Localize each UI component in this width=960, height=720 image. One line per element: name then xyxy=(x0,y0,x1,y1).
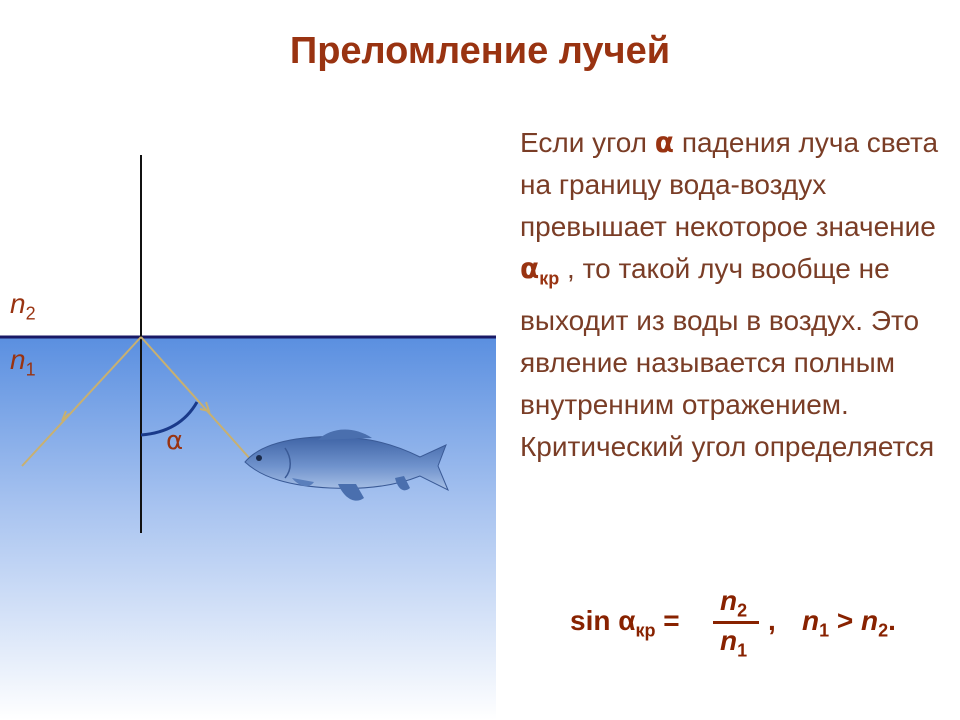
formula-condition: $n_1 > n_2$. xyxy=(802,605,896,641)
page-title: Преломление лучей xyxy=(289,30,671,72)
n1-label: $n_1$ xyxy=(10,344,36,380)
fraction-bar xyxy=(713,621,759,624)
alpha-label: α xyxy=(166,426,184,456)
n2-label: $n_2$ xyxy=(10,288,36,324)
description-paragraph: Если угол α падения луча света на границу вода-воздух превышает некоторое значение $\alpha_{кр}$ , то такой луч вообще не выходит из воды в воздух. Это явление называется полным внутренним отражением. Критический угол определяется xyxy=(520,126,939,462)
alpha-symbol: α xyxy=(654,126,675,159)
alpha-critical-symbol: α xyxy=(520,252,540,285)
water-region xyxy=(0,337,496,720)
fraction-denominator: $n_1$ xyxy=(720,625,748,661)
fraction-numerator: $n_2$ xyxy=(720,585,748,621)
